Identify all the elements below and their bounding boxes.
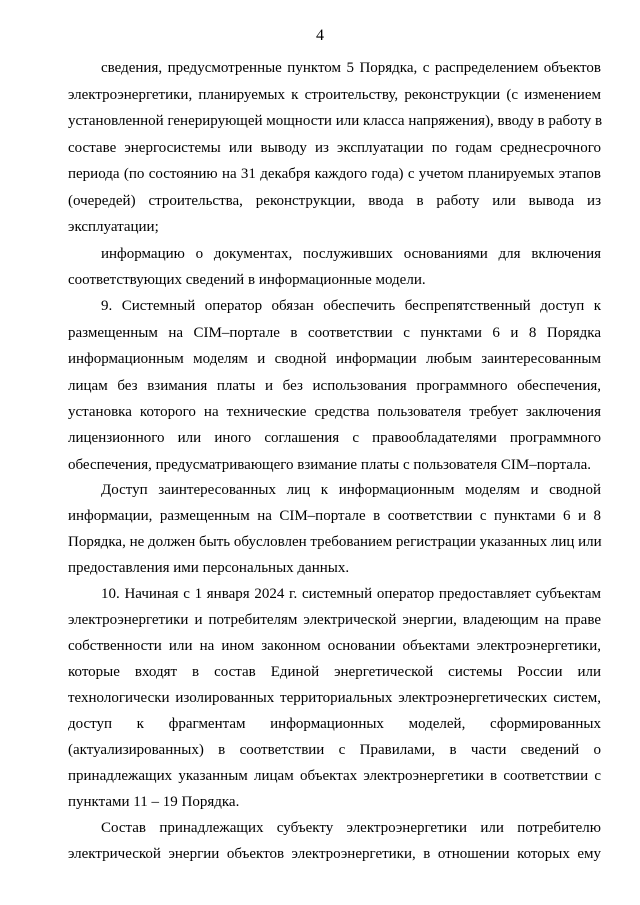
paragraph-line: сведения, предусмотренные пунктом 5 Порядка, с распределением объектов bbox=[101, 60, 601, 76]
paragraph-line: информационным моделям и сводной информации любым заинтересованным bbox=[68, 351, 601, 367]
paragraph-line: Порядка, не должен быть обусловлен требованием регистрации указанных лиц или bbox=[68, 534, 602, 550]
paragraph-line: 10. Начиная с 1 января 2024 г. системный оператор предоставляет субъектам bbox=[101, 586, 601, 602]
paragraph-line: размещенным на CIM–портале в соответствии с пунктами 6 и 8 Порядка bbox=[68, 325, 601, 341]
paragraph-line: электроэнергетики, планируемых к строительству, реконструкции (с изменением bbox=[68, 87, 601, 103]
paragraph-line: информации, размещенным на CIM–портале в соответствии с пунктами 6 и 8 bbox=[68, 508, 601, 524]
page-number: 4 bbox=[316, 27, 324, 44]
paragraph-line: доступ к фрагментам информационных моделей, сформированных bbox=[68, 716, 601, 732]
paragraph-line: 9. Системный оператор обязан обеспечить беспрепятственный доступ к bbox=[101, 298, 601, 314]
paragraph-line: соответствующих сведений в информационные модели. bbox=[68, 272, 426, 288]
paragraph-line: Состав принадлежащих субъекту электроэнергетики или потребителю bbox=[101, 820, 601, 836]
paragraph-line: периода (по состоянию на 31 декабря каждого года) с учетом планируемых этапов bbox=[68, 166, 601, 182]
paragraph-line: Доступ заинтересованных лиц к информационным моделям и сводной bbox=[101, 482, 601, 498]
paragraph-line: электрической энергии объектов электроэнергетики, в отношении которых ему bbox=[68, 846, 601, 862]
paragraph-line: которые входят в состав Единой энергетической системы России или bbox=[68, 664, 601, 680]
paragraph-line: электроэнергетики и потребителям электрической энергии, владеющим на праве bbox=[68, 612, 601, 628]
paragraph-line: установленной генерирующей мощности или класса напряжения), вводу в работу в bbox=[68, 113, 603, 129]
paragraph-line: лицензионного или иного соглашения с правообладателями программного bbox=[68, 430, 601, 446]
paragraph-line: принадлежащих указанным лицам объектах электроэнергетики в соответствии с bbox=[68, 768, 601, 784]
paragraph-line: (очередей) строительства, реконструкции, ввода в работу или вывода из bbox=[68, 193, 601, 209]
paragraph-line: лицам без взимания платы и без использования программного обеспечения, bbox=[68, 378, 601, 394]
paragraph-line: информацию о документах, послуживших основаниями для включения bbox=[101, 246, 601, 262]
paragraph-line: пунктами 11 – 19 Порядка. bbox=[68, 794, 240, 810]
paragraph-line: обеспечения, предусматривающего взимание платы с пользователя CIM–портала. bbox=[68, 457, 591, 473]
paragraph-line: составе энергосистемы или выводу из эксплуатации по годам среднесрочного bbox=[68, 140, 601, 156]
paragraph-line: эксплуатации; bbox=[68, 219, 159, 235]
paragraph-line: установка которого на технические средства пользователя требует заключения bbox=[68, 404, 601, 420]
paragraph-line: собственности или на ином законном основании объектами электроэнергетики, bbox=[68, 638, 601, 654]
paragraph-line: технологически изолированных территориальных электроэнергетических систем, bbox=[68, 690, 601, 706]
paragraph-line: (актуализированных) в соответствии с Правилами, в части сведений о bbox=[68, 742, 601, 758]
paragraph-line: предоставления ими персональных данных. bbox=[68, 560, 350, 576]
